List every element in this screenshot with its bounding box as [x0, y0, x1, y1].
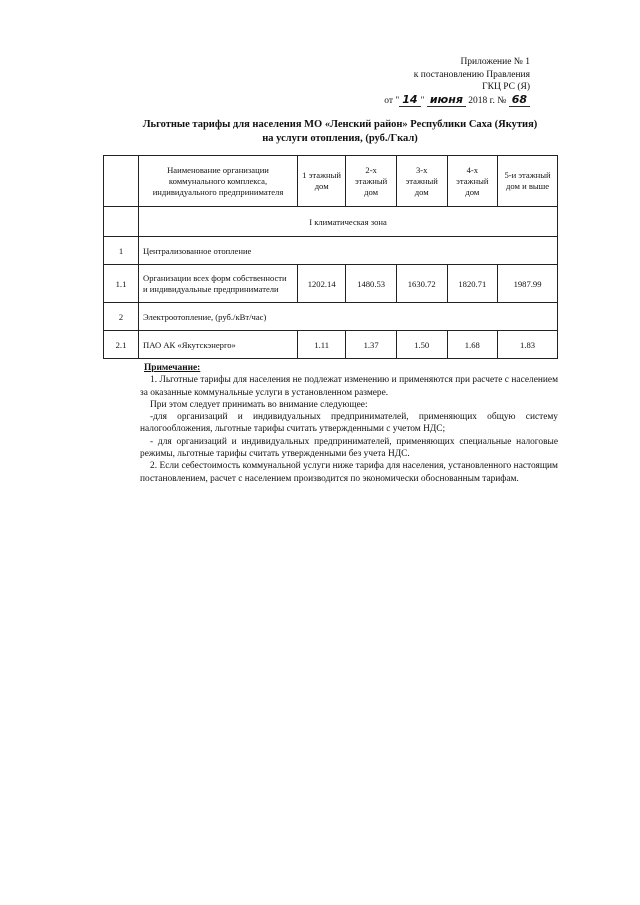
row-2-1-value-4: 1.68	[447, 331, 498, 359]
handwritten-day: 14	[399, 93, 420, 107]
header-col-2: 2-х этажный дом	[346, 156, 397, 207]
row-2-1-value-3: 1.50	[396, 331, 447, 359]
note-paragraph-2: При этом следует принимать во внимание следующее:	[150, 399, 368, 410]
section-2-num: 2	[104, 303, 139, 331]
notes-heading: Примечание:	[144, 363, 201, 373]
note-paragraph-5: 2. Если себестоимость коммунальной услуги ниже тарифа для населения, установленного настоящим постановлением, расчет с населением производится по экономически обоснованным тарифам.	[140, 461, 558, 484]
appendix-resolution: к постановлению Правления	[413, 69, 530, 80]
row-2-1-num: 2.1	[104, 331, 139, 359]
handwritten-doc-number: 68	[509, 93, 530, 107]
header-num-cell	[104, 156, 139, 207]
notes-section	[140, 362, 558, 485]
table-row	[104, 265, 558, 303]
header-col-1: 1 этажный дом	[298, 156, 346, 207]
row-1-1-value-3: 1630.72	[396, 265, 447, 303]
row-2-1-value-1: 1.11	[298, 331, 346, 359]
row-1-1-value-2: 1480.53	[346, 265, 397, 303]
handwritten-month: июня	[427, 93, 466, 107]
row-1-1-value-5: 1987.99	[498, 265, 558, 303]
row-1-1-value-1: 1202.14	[298, 265, 346, 303]
section-2-label: Электроотопление, (руб./кВт/час)	[139, 303, 558, 331]
header-col-4: 4-х этажный дом	[447, 156, 498, 207]
zone-num-cell	[104, 207, 139, 237]
date-quote: "	[420, 95, 425, 106]
row-1-1-name: Организации всех форм собственности и индивидуальные предприниматели	[139, 265, 298, 303]
appendix-number: Приложение № 1	[460, 57, 530, 67]
tariffs-table	[103, 155, 558, 359]
table-zone-row	[104, 207, 558, 237]
row-2-1-value-2: 1.37	[346, 331, 397, 359]
note-paragraph-4: - для организаций и индивидуальных предпринимателей, применяющих специальные налоговые режимы, льготные тарифы считать утвержденными без учета НДС.	[140, 436, 558, 460]
header-col-5: 5-и этажный дом и выше	[498, 156, 558, 207]
row-2-1-name: ПАО АК «Якутскэнерго»	[139, 331, 298, 359]
climate-zone: I климатическая зона	[139, 207, 558, 237]
title-line-1: Льготные тарифы для населения МО «Ленский район» Республики Саха (Якутия)	[142, 119, 538, 130]
header-name: Наименование организации коммунального комплекса, индивидуального предпринимателя	[139, 156, 298, 207]
date-year: 2018 г. №	[468, 95, 507, 106]
date-prefix: от "	[384, 95, 400, 106]
row-2-1-value-5: 1.83	[498, 331, 558, 359]
note-paragraph-3: -для организаций и индивидуальных предпринимателей, применяющих общую систему налогообложения, льготные тарифы считать утвержденными с учетом НДС;	[140, 412, 558, 435]
section-1-label: Централизованное отопление	[139, 237, 558, 265]
note-paragraph-1: 1. Льготные тарифы для населения не подлежат изменению и применяются при расчете с населением за оказанные коммунальные услуги в установленном размере.	[140, 375, 558, 398]
document-title	[100, 118, 580, 146]
appendix-block	[340, 56, 530, 107]
title-line-2: на услуги отопления, (руб./Гкал)	[262, 133, 418, 144]
appendix-date-line	[340, 94, 530, 108]
table-row	[104, 331, 558, 359]
header-col-3: 3-х этажный дом	[396, 156, 447, 207]
section-1-num: 1	[104, 237, 139, 265]
row-1-1-value-4: 1820.71	[447, 265, 498, 303]
table-header-row	[104, 156, 558, 207]
table-section-row	[104, 237, 558, 265]
row-1-1-num: 1.1	[104, 265, 139, 303]
table-section-row	[104, 303, 558, 331]
appendix-organization: ГКЦ РС (Я)	[482, 82, 530, 92]
